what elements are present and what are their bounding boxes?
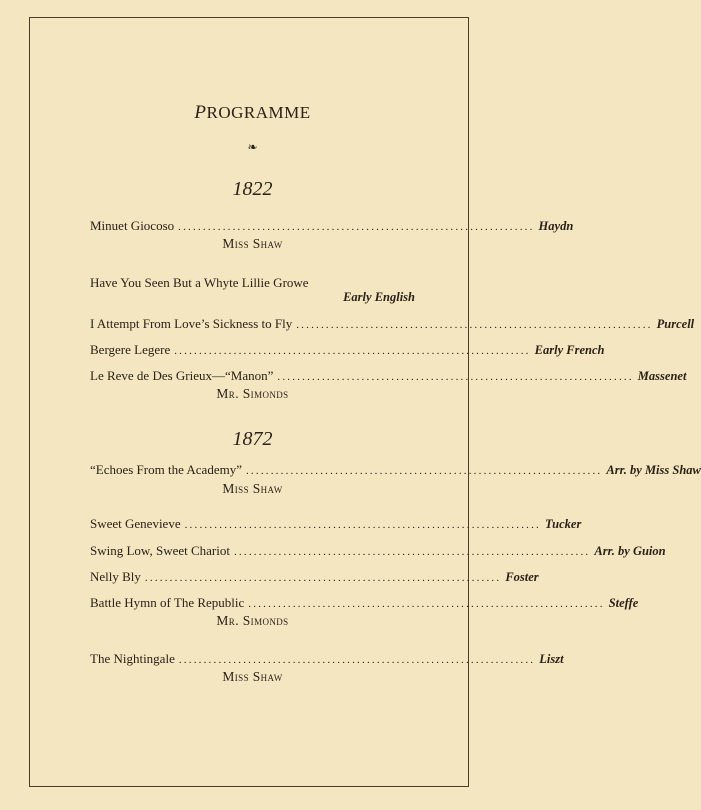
programme-title bbox=[90, 102, 415, 124]
programme-item bbox=[90, 543, 666, 559]
item-title: “Echoes From the Academy” bbox=[90, 462, 242, 477]
item-title: Minuet Giocoso bbox=[90, 218, 175, 233]
leader-dots: ........................................................................ bbox=[248, 598, 605, 610]
performer: Mr. Simonds bbox=[216, 613, 289, 628]
item-composer: Arr. by Miss Shaw bbox=[606, 463, 701, 477]
performer: Miss Shaw bbox=[222, 481, 283, 496]
programme-item bbox=[90, 316, 695, 332]
item-composer: Steffe bbox=[608, 596, 639, 610]
item-composer: Foster bbox=[505, 570, 539, 584]
item-composer: Liszt bbox=[539, 652, 564, 666]
item-title: Swing Low, Sweet Chariot bbox=[90, 543, 230, 558]
item-title: Battle Hymn of The Republic bbox=[90, 595, 245, 610]
section-year: 1822 bbox=[232, 178, 273, 200]
programme-item bbox=[90, 651, 564, 667]
item-composer: Massenet bbox=[637, 369, 687, 383]
item-composer: Early English bbox=[343, 290, 415, 304]
leader-dots: ........................................................................ bbox=[184, 519, 542, 531]
item-title: The Nightingale bbox=[90, 651, 175, 666]
item-composer: Early French bbox=[534, 343, 605, 357]
item-composer: Arr. by Guion bbox=[594, 544, 666, 558]
leader-dots: ........................................................................ bbox=[296, 319, 653, 331]
item-composer: Purcell bbox=[656, 317, 695, 331]
leader-dots: ........................................................................ bbox=[245, 465, 603, 477]
item-composer: Tucker bbox=[545, 517, 582, 531]
programme-item bbox=[90, 569, 539, 585]
performer: Miss Shaw bbox=[222, 236, 283, 251]
item-title: Sweet Genevieve bbox=[90, 516, 181, 531]
item-title: Le Reve de Des Grieux—“Manon” bbox=[90, 368, 274, 383]
ornament-icon: ❧ bbox=[247, 140, 258, 154]
section-year: 1872 bbox=[232, 428, 273, 450]
programme-item bbox=[90, 516, 582, 532]
programme-item bbox=[90, 595, 639, 611]
programme-item bbox=[90, 342, 605, 358]
leader-dots: ........................................................................ bbox=[233, 546, 591, 558]
leader-dots: ........................................................................ bbox=[178, 654, 536, 666]
title-rest: ROGRAMME bbox=[206, 103, 311, 122]
programme-item bbox=[90, 218, 574, 234]
item-title: Have You Seen But a Whyte Lillie Growe bbox=[90, 275, 309, 290]
leader-dots: ........................................................................ bbox=[174, 345, 531, 357]
item-title: Bergere Legere bbox=[90, 342, 171, 357]
programme-item bbox=[90, 368, 687, 384]
performer: Miss Shaw bbox=[222, 669, 283, 684]
leader-dots: ........................................................................ bbox=[277, 371, 634, 383]
item-composer: Haydn bbox=[538, 219, 574, 233]
programme-item bbox=[90, 462, 701, 478]
title-initial: P bbox=[194, 102, 207, 123]
performer: Mr. Simonds bbox=[216, 386, 289, 401]
item-title: Nelly Bly bbox=[90, 569, 141, 584]
leader-dots: ........................................................................ bbox=[178, 221, 535, 233]
leader-dots: ........................................................................ bbox=[144, 572, 502, 584]
item-title: I Attempt From Love’s Sickness to Fly bbox=[90, 316, 293, 331]
